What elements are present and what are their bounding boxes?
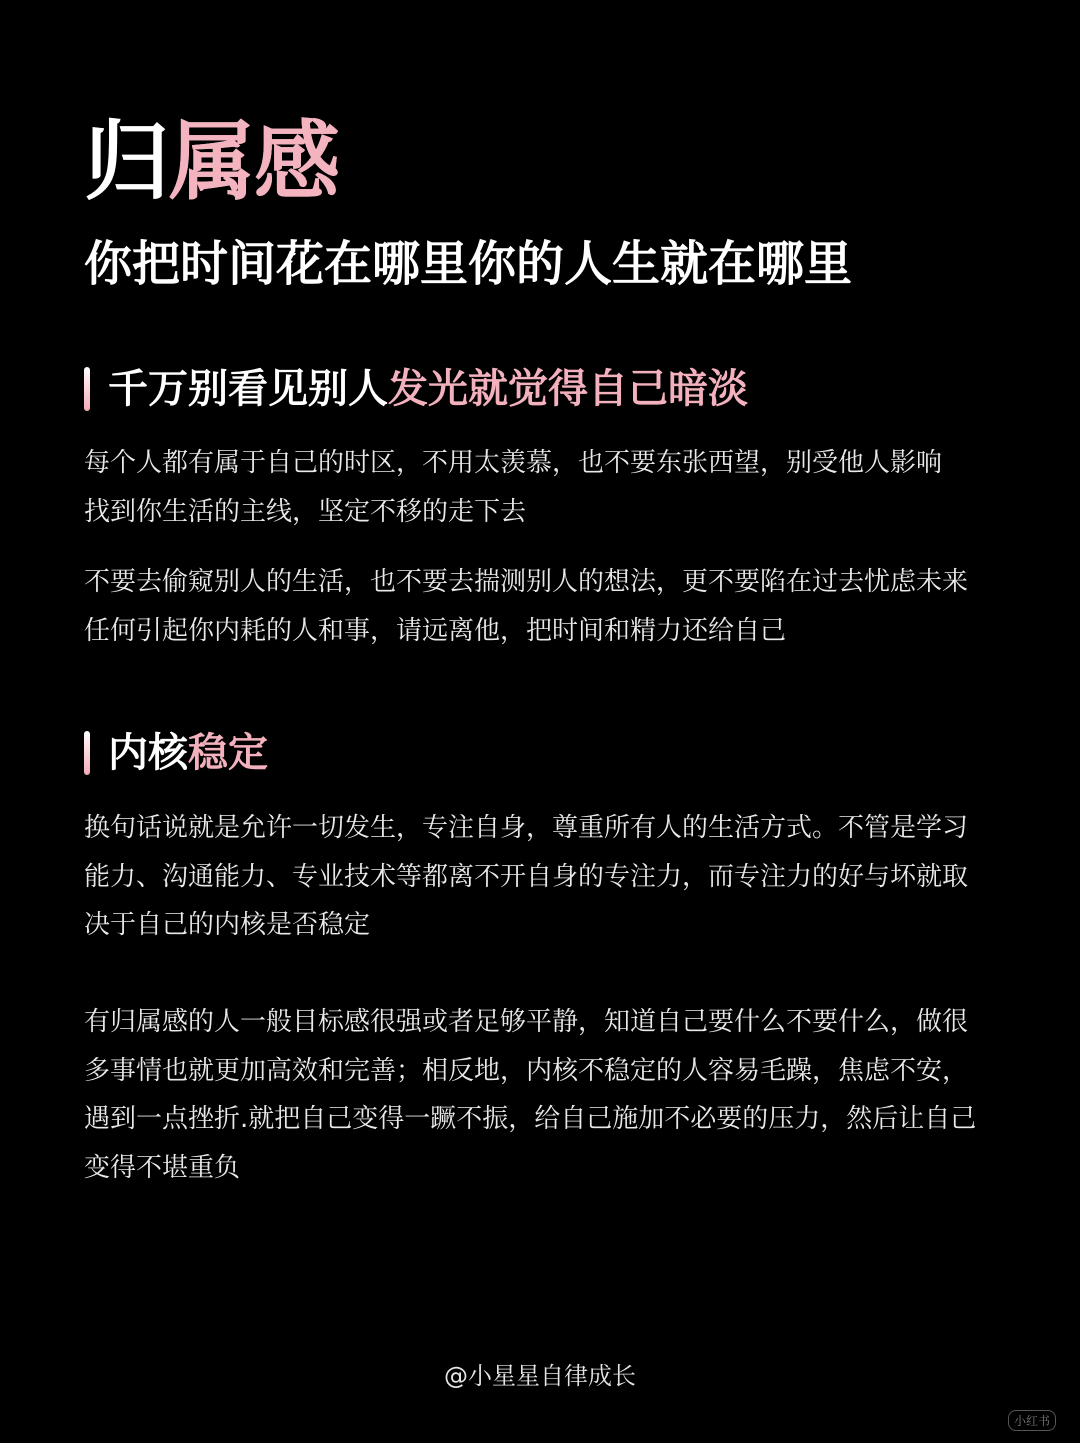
title-part-pink: 属感 — [169, 112, 339, 212]
section-heading-text — [108, 364, 748, 414]
author-handle: @小星星自律成长 — [444, 1362, 636, 1390]
heading-pink-part: 发光就觉得自己暗淡 — [388, 366, 748, 412]
heading-pink-part: 稳定 — [188, 730, 268, 776]
paragraph-line: 遇到一点挫折.就把自己变得一蹶不振，给自己施加不必要的压力，然后让自己 — [84, 1104, 977, 1134]
paragraph-line: 决于自己的内核是否稳定 — [84, 910, 371, 940]
heading-white-part: 千万别看见别人 — [108, 366, 388, 412]
paragraph-line: 每个人都有属于自己的时区，不用太羡慕，也不要东张西望，别受他人影响 — [84, 448, 943, 478]
section-1-paragraph-2 — [84, 558, 1044, 655]
section-heading-1 — [84, 364, 748, 414]
title-part-white: 归 — [84, 112, 169, 212]
page-subtitle: 你把时间花在哪里你的人生就在哪里 — [84, 236, 853, 292]
section-heading-text — [108, 728, 268, 778]
heading-accent-bar — [84, 731, 90, 775]
paragraph-line: 多事情也就更加高效和完善；相反地，内核不稳定的人容易毛躁，焦虑不安， — [84, 1055, 969, 1086]
paragraph-line: 找到你生活的主线，坚定不移的走下去 — [84, 496, 527, 527]
section-1-paragraph-1 — [84, 439, 1044, 536]
paragraph-line: 变得不堪重负 — [84, 1152, 241, 1183]
heading-accent-bar — [84, 367, 90, 411]
paragraph-line: 任何引起你内耗的人和事，请远离他，把时间和精力还给自己 — [84, 615, 787, 646]
paragraph-line: 有归属感的人一般目标感很强或者足够平静，知道自己要什么不要什么，做很 — [84, 1007, 969, 1037]
section-2-paragraph-1 — [84, 804, 1044, 950]
paragraph-line: 换句话说就是允许一切发生，专注自身，尊重所有人的生活方式。不管是学习 — [84, 813, 969, 843]
section-heading-2 — [84, 728, 268, 778]
heading-white-part: 内核 — [108, 730, 188, 776]
page-title — [84, 112, 339, 212]
platform-watermark: 小红书 — [1008, 1410, 1056, 1431]
paragraph-line: 不要去偷窥别人的生活，也不要去揣测别人的想法，更不要陷在过去忧虑未来 — [84, 567, 969, 597]
section-2-paragraph-2 — [84, 998, 1044, 1192]
paragraph-line: 能力、沟通能力、专业技术等都离不开自身的专注力，而专注力的好与坏就取 — [84, 861, 969, 892]
